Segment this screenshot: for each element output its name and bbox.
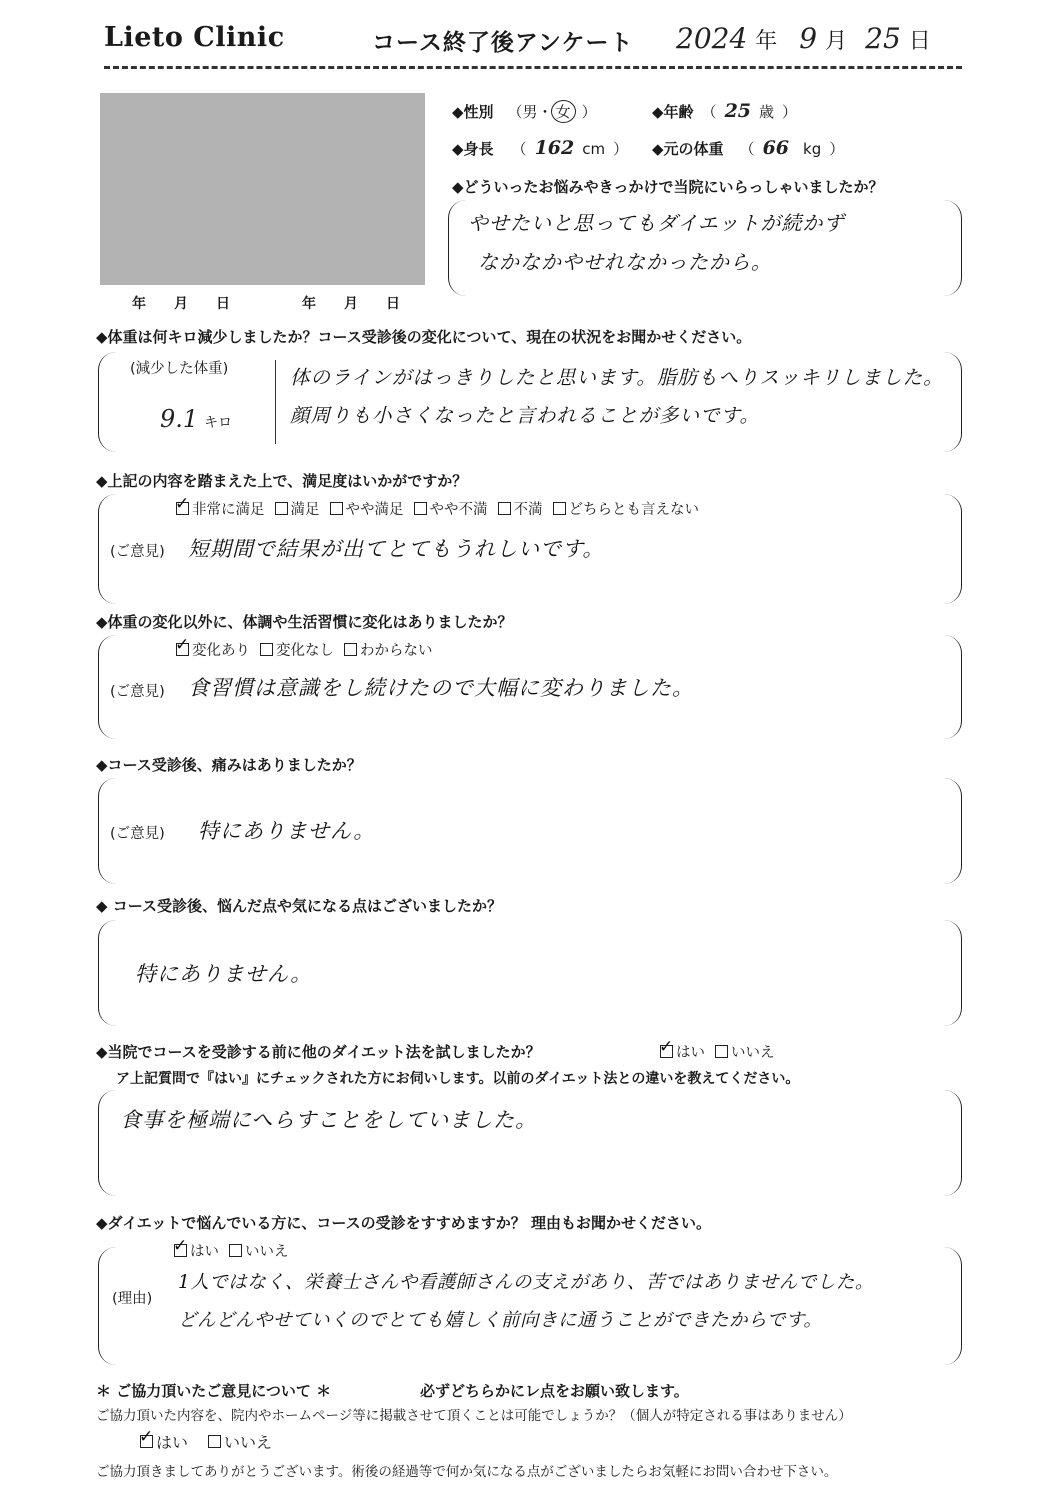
height-value: 162 (534, 137, 575, 159)
recommend-answer-line2: どんどんやせていくのでとても嬉しく前向きに通うことができたからです。 (178, 1310, 823, 1331)
worry-question: ◆ コース受診後、悩んだ点や気になる点はございましたか？ (96, 897, 503, 915)
option-label: いいえ (224, 1433, 273, 1452)
height-label: ◆身長 (452, 140, 494, 158)
lifestyle-opinion-label: (ご意見) (110, 684, 165, 700)
photo-date-before: 年 月 日 (132, 296, 230, 312)
age-label: ◆年齢 (652, 103, 694, 121)
weight-change-answer-line2: 顔周りも小さくなったと言われることが多いです。 (290, 404, 760, 427)
age-value: 25 (724, 100, 752, 122)
reason-answer-line2: なかなかやせれなかったから。 (478, 250, 772, 274)
pain-opinion-label: (ご意見) (110, 826, 165, 842)
weight-box-divider (275, 360, 276, 444)
pain-question: ◆コース受診後、痛みはありましたか？ (96, 756, 362, 774)
consent-option-yes[interactable] (140, 1430, 188, 1453)
photo-placeholder (100, 93, 425, 285)
reduced-weight-unit: キロ (204, 415, 233, 431)
option-label: 不満 (513, 502, 543, 518)
survey-title: コース終了後アンケート (372, 30, 634, 56)
worry-answer: 特にありません。 (135, 962, 313, 986)
checkbox-checked-icon (140, 1435, 153, 1448)
checkbox-icon (208, 1435, 221, 1448)
height-unit: cm (582, 140, 606, 158)
other-diet-option-no[interactable] (715, 1041, 775, 1062)
gender-close: ） (581, 103, 597, 121)
gender-selected: 女 (551, 100, 576, 123)
age-field: ◆年齢 （ 25 歳 ） (652, 100, 798, 122)
clinic-brand: Lieto Clinic (104, 22, 285, 53)
date-month-unit: 月 (825, 29, 848, 54)
recommend-answer-line1: 1人ではなく、栄養士さんや看護師さんの支えがあり、苦ではありませんでした。 (178, 1272, 874, 1293)
option-label: 非常に満足 (192, 502, 265, 518)
consent-heading-right: 必ずどちらかにレ点をお願い致します。 (420, 1382, 689, 1400)
age-unit: 歳 (759, 103, 775, 121)
recommend-reason-label: (理由) (112, 1291, 153, 1307)
reason-question: ◆どういったお悩みやきっかけで当院にいらっしゃいましたか？ (452, 178, 884, 196)
reduced-weight-label: (減少した体重) (130, 361, 229, 377)
satisfaction-question: ◆上記の内容を踏まえた上で、満足度はいかがですか？ (96, 472, 468, 490)
other-diet-answer: 食事を極端にへらすことをしていました。 (120, 1108, 538, 1132)
date-year: 2024 (676, 22, 748, 55)
option-label: わからない (360, 643, 433, 659)
reduced-weight-value: 9.1 (160, 405, 199, 433)
weight-field: ◆元の体重 （ 66 kg ） (652, 137, 845, 159)
date-day-unit: 日 (908, 29, 931, 54)
option-label: いいえ (731, 1045, 775, 1061)
date-month: 9 (799, 22, 818, 55)
photo-date-after: 年 月 日 (302, 296, 400, 312)
consent-option-no[interactable] (208, 1430, 272, 1453)
checkbox-checked-icon (660, 1045, 673, 1058)
checkbox-icon (715, 1045, 728, 1058)
consent-question: ご協力頂いた内容を、院内やホームページ等に掲載させて頂くことは可能でしょうか？（個人が特定される事はありません） (96, 1408, 852, 1424)
consent-options (140, 1430, 282, 1453)
gender-field (452, 100, 597, 123)
survey-date (676, 22, 931, 55)
option-label: はい (676, 1045, 705, 1061)
consent-footer: ご協力頂きましてありがとうございます。術後の経過等で何か気になる点がございましたらお気軽にお問い合わせ下さい。 (96, 1464, 838, 1480)
satisfaction-opinion-label: (ご意見) (110, 544, 165, 560)
weight-label: ◆元の体重 (652, 140, 724, 158)
other-diet-subquestion: ア上記質問で『はい』にチェックされた方にお伺いします。以前のダイエット法との違いを教えてください。 (116, 1071, 800, 1087)
other-diet-option-yes[interactable] (660, 1041, 705, 1062)
weight-change-question: ◆体重は何キロ減少しましたか？コース受診後の変化について、現在の状況をお聞かせください。 (96, 328, 752, 346)
reduced-weight (160, 405, 232, 433)
option-label: どちらとも言えない (568, 502, 699, 518)
lifestyle-answer: 食習慣は意識をし続けたので大幅に変わりました。 (188, 676, 694, 700)
date-day: 25 (865, 22, 901, 55)
option-label: 満足 (290, 502, 320, 518)
option-label: はい (190, 1244, 219, 1260)
other-diet-options (660, 1041, 785, 1062)
weight-change-answer-line1: 体のラインがはっきりしたと思います。脂肪もへりスッキリしました。 (290, 366, 944, 389)
lifestyle-question: ◆体重の変化以外に、体調や生活習慣に変化はありましたか？ (96, 613, 513, 631)
gender-options: （男・ (507, 103, 553, 121)
reason-answer-line1: やせたいと思ってもダイエットが続かず (468, 211, 845, 235)
option-label: やや不満 (429, 502, 488, 518)
consent-heading: ＊ ご協力頂いたご意見について ＊ (96, 1382, 332, 1400)
date-year-unit: 年 (755, 29, 778, 54)
header-divider (104, 66, 962, 69)
satisfaction-answer: 短期間で結果が出てとてもうれしいです。 (188, 537, 605, 561)
option-label: いいえ (245, 1244, 289, 1260)
option-label: やや満足 (345, 502, 404, 518)
recommend-question: ◆ダイエットで悩んでいる方に、コースの受診をすすめますか？ 理由もお聞かせください。 (96, 1214, 711, 1232)
option-label: 変化なし (276, 643, 334, 659)
weight-unit: kg (803, 140, 822, 158)
gender-label: ◆性別 (452, 103, 494, 121)
height-field: ◆身長 （ 162 cm ） (452, 137, 629, 159)
option-label: 変化あり (192, 643, 250, 659)
weight-value: 66 (762, 137, 790, 159)
option-label: はい (156, 1433, 189, 1452)
pain-answer: 特にありません。 (198, 819, 376, 843)
other-diet-question: ◆当院でコースを受診する前に他のダイエット法を試しましたか？ (96, 1043, 541, 1061)
